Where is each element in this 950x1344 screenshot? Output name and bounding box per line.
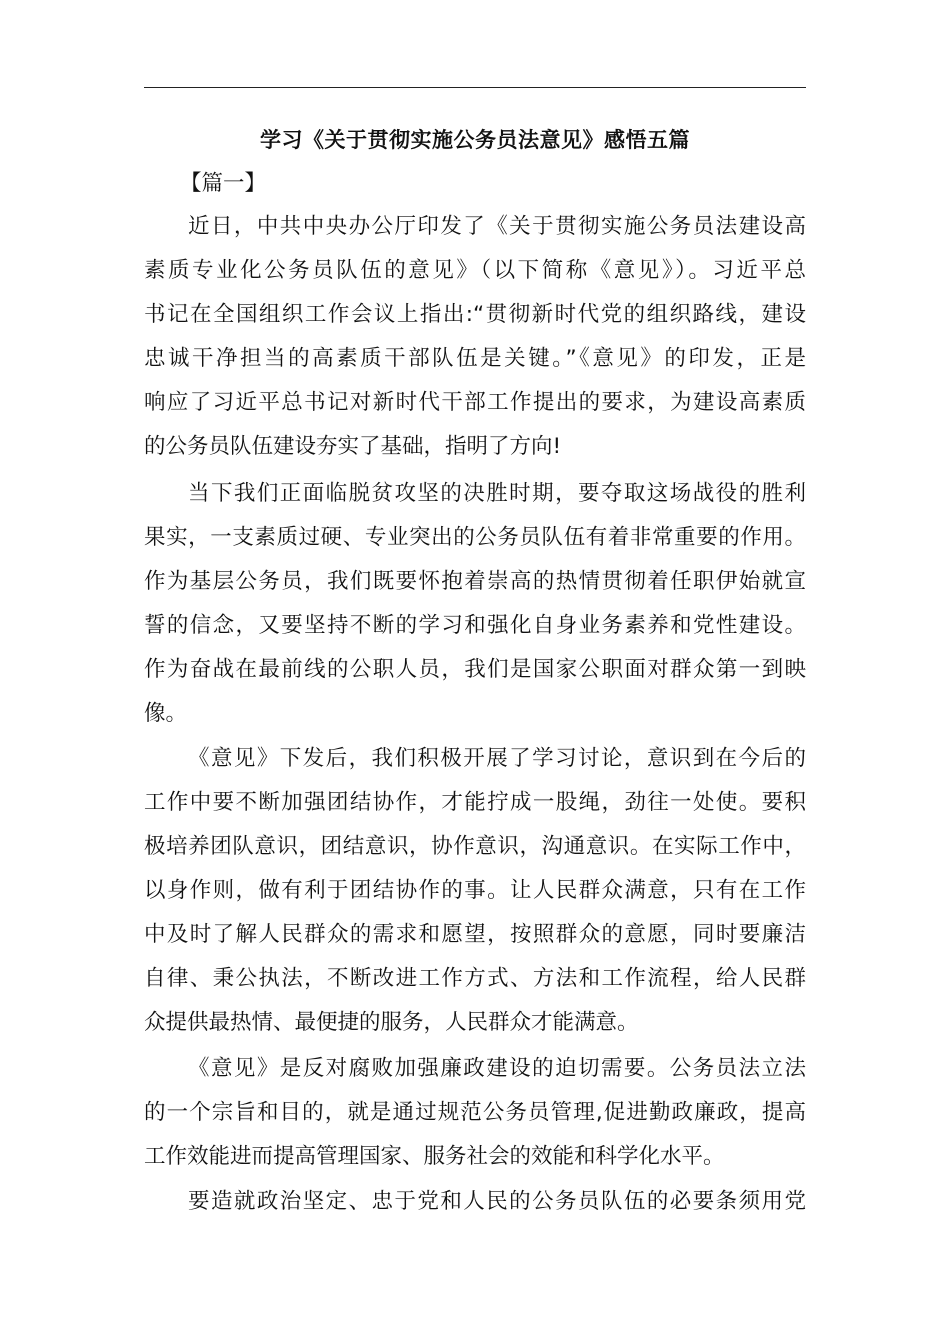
paragraph-4-line-3: 工作效能进而提高管理国家、服务社会的效能和科学化水平。 bbox=[144, 1144, 725, 1169]
paragraph-1-line-1: 近日，中共中央办公厅印发了《关于贯彻实施公务员法建设高 bbox=[188, 214, 806, 239]
paragraph-3-line-3: 极培养团队意识，团结意识，协作意识，沟通意识。在实际工作中， bbox=[144, 834, 806, 859]
paragraph-3-line-2: 工作中要不断加强团结协作，才能拧成一股绳，劲往一处使。要积 bbox=[144, 790, 806, 815]
section-label: 【篇一】 bbox=[180, 171, 267, 196]
paragraph-3-line-5: 中及时了解人民群众的需求和愿望，按照群众的意愿，同时要廉洁 bbox=[144, 922, 806, 947]
paragraph-1-line-5: 响应了习近平总书记对新时代干部工作提出的要求，为建设高素质 bbox=[144, 390, 806, 415]
paragraph-1-line-3: 书记在全国组织工作会议上指出:“贯彻新时代党的组织路线，建设 bbox=[144, 302, 806, 327]
paragraph-1-line-2: 素质专业化公务员队伍的意见》（以下简称《意见》）。习近平总 bbox=[144, 258, 806, 283]
paragraph-1-line-6: 的公务员队伍建设夯实了基础，指明了方向! bbox=[144, 434, 562, 459]
header-rule bbox=[144, 87, 806, 88]
paragraph-2-line-3: 作为基层公务员，我们既要怀抱着崇高的热情贯彻着任职伊始就宣 bbox=[144, 569, 806, 594]
paragraph-5-line-1: 要造就政治坚定、忠于党和人民的公务员队伍的必要条须用党 bbox=[188, 1189, 806, 1214]
paragraph-3-line-6: 自律、秉公执法，不断改进工作方式、方法和工作流程，给人民群 bbox=[144, 966, 806, 991]
paragraph-2-line-4: 誓的信念，又要坚持不断的学习和强化自身业务素养和党性建设。 bbox=[144, 613, 806, 638]
paragraph-2-line-2: 果实，一支素质过硬、专业突出的公务员队伍有着非常重要的作用。 bbox=[144, 525, 806, 550]
paragraph-2-line-1: 当下我们正面临脱贫攻坚的决胜时期，要夺取这场战役的胜利 bbox=[188, 481, 806, 506]
paragraph-1-line-4: 忠诚干净担当的高素质干部队伍是关键。”《意见》的印发，正是 bbox=[144, 346, 806, 371]
paragraph-3-line-4: 以身作则，做有利于团结协作的事。让人民群众满意，只有在工作 bbox=[144, 878, 806, 903]
paragraph-3-line-1: 《意见》下发后，我们积极开展了学习讨论，意识到在今后的 bbox=[188, 746, 806, 771]
paragraph-4-line-2: 的一个宗旨和目的，就是通过规范公务员管理,促进勤政廉政，提高 bbox=[144, 1100, 806, 1125]
paragraph-4-line-1: 《意见》是反对腐败加强廉政建设的迫切需要。公务员法立法 bbox=[188, 1056, 806, 1081]
paragraph-3-line-7: 众提供最热情、最便捷的服务，人民群众才能满意。 bbox=[144, 1010, 639, 1035]
paragraph-2-line-5: 作为奋战在最前线的公职人员，我们是国家公职面对群众第一到映 bbox=[144, 657, 806, 682]
paragraph-2-line-6: 像。 bbox=[144, 701, 188, 726]
document-title: 学习《关于贯彻实施公务员法意见》感悟五篇 bbox=[260, 128, 690, 152]
